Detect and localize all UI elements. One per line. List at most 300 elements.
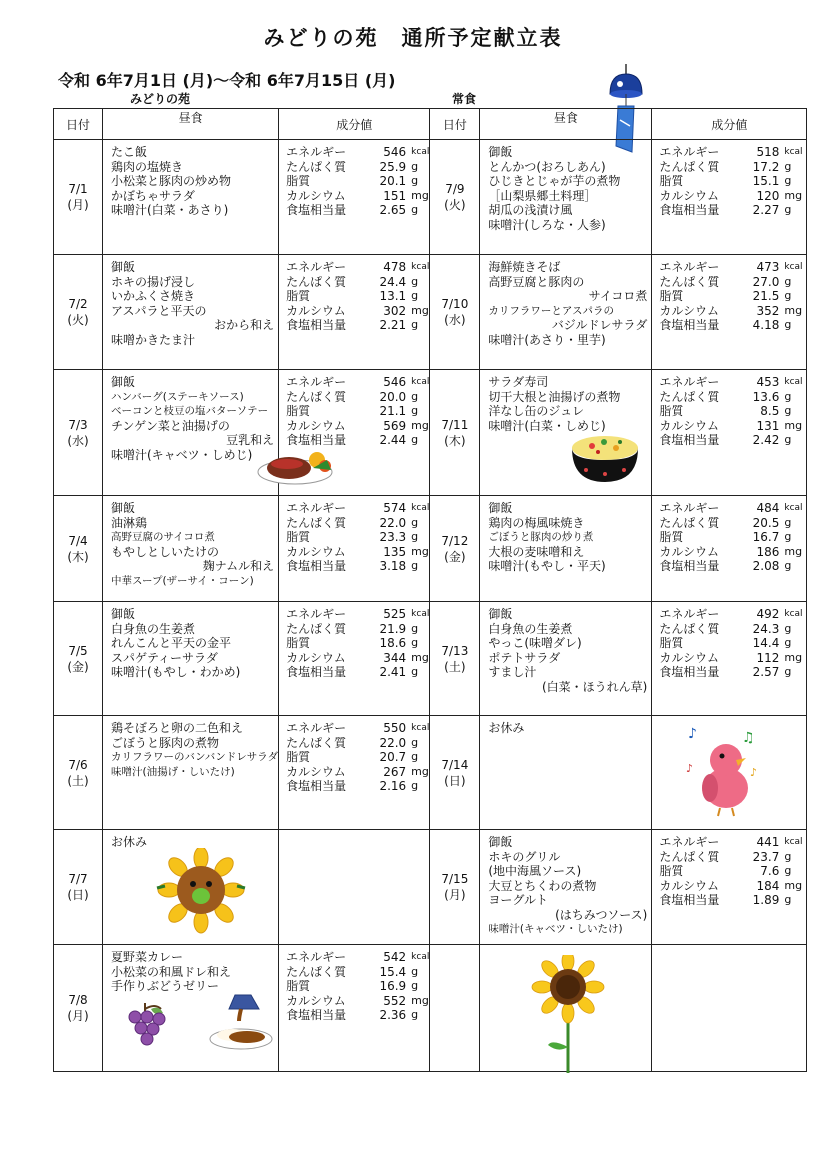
day-of-week: (金) <box>67 659 89 674</box>
header-date: 日付 <box>54 109 103 140</box>
nutrient-value: 2.42 <box>752 433 780 447</box>
nutrition-cell <box>652 496 807 602</box>
menu-item: ポテトサラダ <box>488 650 561 665</box>
date-value: 7/4 <box>68 533 88 548</box>
menu-item: 味噌汁(白菜・あさり) <box>111 203 229 217</box>
facility-name: みどりの苑 <box>130 92 191 106</box>
singing-bird-icon <box>684 722 766 822</box>
date-cell <box>54 496 103 602</box>
nutrient-unit: g <box>411 779 419 792</box>
nutrient-value: 484 <box>756 501 780 515</box>
nutrient-unit: g <box>784 274 792 288</box>
nutrient-label: たんぱく質 <box>659 621 720 636</box>
nutrient-unit: g <box>784 515 792 529</box>
nutrient-label: たんぱく質 <box>659 389 720 404</box>
nutrient-unit: kcal <box>411 147 430 157</box>
nutrient-label: 食塩相当量 <box>659 203 720 217</box>
nutrient-unit: kcal <box>784 147 803 157</box>
nutrient-label: エネルギー <box>659 375 720 389</box>
menu-item: すまし汁 <box>488 665 537 679</box>
nutrition-list <box>279 255 429 333</box>
menu-item: チンゲン菜と油揚げの <box>111 418 230 433</box>
nutrient-value: 7.6 <box>760 864 780 878</box>
menu-item: 味噌汁(油揚げ・しいたけ) <box>111 765 235 778</box>
nutrition-row <box>659 304 806 319</box>
nutrient-label: 食塩相当量 <box>659 559 720 573</box>
meal-type: 常食 <box>452 92 477 106</box>
nutrient-label: たんぱく質 <box>659 159 720 174</box>
nutrient-value: 473 <box>756 260 780 274</box>
nutrition-row <box>659 404 806 419</box>
nutrition-row <box>659 145 806 160</box>
menu-item: 御飯 <box>488 835 513 849</box>
nutrient-value: 352 <box>756 303 780 318</box>
nutrient-label: 食塩相当量 <box>286 1008 347 1022</box>
day-of-week: (火) <box>67 313 89 327</box>
curry-rice-icon <box>207 993 273 1055</box>
nutrition-row <box>286 736 429 751</box>
nutrient-value: 20.7 <box>379 750 407 764</box>
nutrient-value: 151 <box>383 188 407 203</box>
nutrient-value: 18.6 <box>379 636 407 650</box>
nutrient-value: 20.5 <box>752 515 780 530</box>
nutrient-label: カルシウム <box>659 650 719 665</box>
nutrient-value: 3.18 <box>379 559 407 573</box>
nutrient-label: エネルギー <box>286 260 347 274</box>
nutrient-value: 542 <box>383 950 407 964</box>
menu-item: (はちみつソース) <box>555 907 648 922</box>
nutrition-cell <box>652 830 807 945</box>
nutrient-value: 2.27 <box>752 203 780 217</box>
nutrient-unit: g <box>784 404 792 417</box>
nutrient-label: 脂質 <box>286 750 311 764</box>
menu-item: れんこんと平天の金平 <box>111 636 232 650</box>
nutrient-value: 14.4 <box>752 636 780 650</box>
menu-item: ごぼうと豚肉の炒り煮 <box>488 531 594 543</box>
nutrition-cell <box>279 370 430 496</box>
nutrient-label: カルシウム <box>286 303 346 318</box>
nutrient-unit: g <box>411 636 419 649</box>
nutrition-row <box>286 189 429 204</box>
menu-item: 御飯 <box>488 145 513 159</box>
menu-item: サイコロ煮 <box>588 289 648 303</box>
nutrient-value: 1.89 <box>752 893 780 907</box>
nutrient-label: たんぱく質 <box>659 274 720 289</box>
day-of-week: (火) <box>444 198 466 212</box>
date-cell <box>430 140 480 255</box>
nutrient-value: 267 <box>383 764 407 779</box>
date-cell <box>54 830 103 945</box>
nutrient-value: 518 <box>756 145 780 159</box>
nutrient-unit: g <box>784 174 792 187</box>
nutrient-label: カルシウム <box>659 878 719 893</box>
header-nutrition: 成分値 <box>279 109 430 140</box>
menu-list <box>103 830 278 850</box>
date-cell <box>430 830 480 945</box>
nutrient-label: 脂質 <box>659 636 684 650</box>
nutrient-label: カルシウム <box>286 544 346 559</box>
nutrition-row <box>659 203 806 218</box>
nutrition-row <box>286 559 429 574</box>
nutrition-row <box>286 304 429 319</box>
date-value: 7/14 <box>441 757 469 772</box>
nutrition-row <box>659 260 806 275</box>
nutrient-value: 4.18 <box>752 318 780 332</box>
menu-item: 高野豆腐のサイコロ煮 <box>111 531 215 543</box>
nutrition-row <box>286 145 429 160</box>
nutrition-row <box>659 651 806 666</box>
date-cell <box>430 945 480 1072</box>
date-cell <box>54 716 103 830</box>
nutrient-unit: g <box>411 665 419 678</box>
nutrient-label: エネルギー <box>286 607 347 621</box>
nutrient-label: カルシウム <box>286 650 346 665</box>
menu-item: ホキの揚げ浸し <box>111 274 196 289</box>
nutrient-label: 食塩相当量 <box>659 433 720 447</box>
svg-text:♪: ♪ <box>688 726 698 742</box>
menu-list <box>480 945 651 950</box>
date-cell <box>430 602 480 716</box>
nutrient-value: 569 <box>383 418 407 433</box>
nutrition-row <box>286 501 429 516</box>
nutrient-value: 546 <box>383 145 407 159</box>
menu-list <box>103 602 278 680</box>
menu-list <box>103 945 278 994</box>
lunch-menu-cell <box>103 716 279 830</box>
date-cell <box>54 602 103 716</box>
nutrient-unit: kcal <box>784 377 803 387</box>
nutrition-row <box>659 835 806 850</box>
date-value: 7/2 <box>68 297 88 311</box>
nutrient-label: エネルギー <box>286 950 347 964</box>
menu-item: とんかつ(おろしあん) <box>488 159 606 174</box>
nutrient-value: 21.1 <box>379 404 407 418</box>
nutrition-cell <box>279 255 430 370</box>
menu-list <box>103 716 278 779</box>
nutrient-value: 23.3 <box>379 530 407 544</box>
nutrient-unit: mg <box>411 764 429 778</box>
svg-text:♪: ♪ <box>750 766 758 779</box>
nutrient-label: たんぱく質 <box>286 515 347 530</box>
day-of-week: (日) <box>444 773 466 788</box>
grapes-icon <box>121 1001 169 1055</box>
nutrition-cell <box>652 370 807 496</box>
nutrient-unit: g <box>411 559 419 572</box>
header-lunch: 昼食 <box>480 109 652 140</box>
nutrition-row <box>659 160 806 175</box>
date-value: 7/12 <box>441 533 469 548</box>
sunflower-character-icon <box>151 848 251 944</box>
menu-list <box>103 370 278 462</box>
nutrient-label: 脂質 <box>286 404 311 418</box>
nutrient-unit: mg <box>784 544 803 558</box>
menu-list <box>480 370 651 433</box>
nutrient-label: 脂質 <box>286 530 311 544</box>
nutrition-row <box>659 390 806 405</box>
nutrient-unit: g <box>784 318 792 331</box>
nutrient-unit: g <box>411 750 419 763</box>
nutrition-list <box>652 830 806 908</box>
nutrition-row <box>659 665 806 680</box>
menu-item: 白身魚の生姜煮 <box>111 621 196 636</box>
sunflower-icon <box>530 955 606 1077</box>
menu-item: ［山梨県郷土料理］ <box>488 188 597 203</box>
nutrition-row <box>286 750 429 765</box>
nutrition-row <box>659 375 806 390</box>
menu-item: ひじきとじゃが芋の煮物 <box>488 174 621 188</box>
nutrient-unit: g <box>784 636 792 649</box>
nutrient-value: 2.08 <box>752 559 780 573</box>
nutrient-label: エネルギー <box>286 375 347 389</box>
nutrient-unit: kcal <box>784 609 803 619</box>
menu-item: (白菜・ほうれん草) <box>541 679 648 694</box>
nutrient-label: 食塩相当量 <box>659 318 720 332</box>
nutrient-unit: g <box>411 318 419 331</box>
day-of-week: (水) <box>67 433 89 448</box>
day-of-week: (金) <box>444 549 466 564</box>
nutrient-label: 食塩相当量 <box>286 779 347 793</box>
nutrition-list <box>652 255 806 333</box>
nutrient-value: 20.0 <box>379 389 407 404</box>
nutrient-label: カルシウム <box>286 418 346 433</box>
nutrient-value: 16.9 <box>379 979 407 993</box>
day-of-week: (月) <box>444 888 466 902</box>
menu-item: 胡瓜の浅漬け風 <box>488 203 573 217</box>
header-nutrition: 成分値 <box>652 109 807 140</box>
header-date: 日付 <box>430 109 480 140</box>
nutrition-row <box>286 318 429 333</box>
menu-item: 味噌汁(あさり・里芋) <box>488 332 606 347</box>
nutrition-row <box>659 275 806 290</box>
svg-text:♪: ♪ <box>686 762 694 775</box>
nutrient-value: 453 <box>756 375 780 389</box>
nutrient-label: たんぱく質 <box>286 621 347 636</box>
nutrient-label: エネルギー <box>659 260 720 274</box>
nutrient-unit: kcal <box>784 262 803 272</box>
nutrient-unit: g <box>411 433 419 446</box>
nutrition-row <box>659 879 806 894</box>
nutrition-row <box>659 893 806 908</box>
date-value: 7/1 <box>68 182 88 196</box>
nutrient-unit: g <box>784 621 792 635</box>
nutrient-label: エネルギー <box>659 835 720 849</box>
nutrient-label: カルシウム <box>659 544 719 559</box>
nutrient-value: 546 <box>383 375 407 389</box>
nutrition-row <box>286 779 429 794</box>
nutrient-value: 131 <box>756 418 780 433</box>
nutrient-value: 22.0 <box>379 515 407 530</box>
menu-item: 油淋鶏 <box>111 515 148 530</box>
nutrition-cell <box>652 716 807 830</box>
date-cell <box>54 140 103 255</box>
nutrition-cell <box>652 255 807 370</box>
menu-list <box>480 602 651 694</box>
nutrient-value: 2.65 <box>379 203 407 217</box>
menu-item: 高野豆腐と豚肉の <box>488 274 585 289</box>
menu-item: 味噌汁(もやし・わかめ) <box>111 665 241 679</box>
nutrient-unit: mg <box>411 544 429 558</box>
nutrient-unit: g <box>784 893 792 906</box>
nutrient-unit: g <box>784 159 792 173</box>
menu-item: 御飯 <box>488 501 513 515</box>
nutrient-label: エネルギー <box>659 501 720 515</box>
nutrient-value: 24.4 <box>379 274 407 289</box>
nutrient-unit: mg <box>784 418 803 432</box>
menu-item: ホキのグリル <box>488 849 561 864</box>
nutrition-list <box>279 716 429 794</box>
nutrition-row <box>659 289 806 304</box>
nutrient-unit: g <box>411 389 419 403</box>
nutrient-label: エネルギー <box>659 145 720 159</box>
date-value: 7/3 <box>68 417 88 432</box>
lunch-menu-cell <box>103 140 279 255</box>
nutrition-cell <box>279 830 430 945</box>
nutrient-unit: g <box>411 289 419 302</box>
nutrition-list <box>279 370 429 448</box>
menu-item: 御飯 <box>488 607 513 621</box>
menu-period: 令和 6年7月1日 (月)〜令和 6年7月15日 (月) <box>58 71 396 90</box>
menu-list <box>480 140 651 232</box>
nutrition-list <box>652 602 806 680</box>
nutrient-label: 食塩相当量 <box>659 665 720 679</box>
nutrient-value: 441 <box>756 835 780 849</box>
nutrition-row <box>659 559 806 574</box>
menu-item: 鶏肉の梅風味焼き <box>488 515 585 530</box>
nutrient-value: 23.7 <box>752 849 780 864</box>
date-cell <box>54 945 103 1072</box>
nutrition-row <box>659 850 806 865</box>
menu-item: 味噌汁(しろな・人参) <box>488 217 606 232</box>
nutrient-unit: kcal <box>411 262 430 272</box>
nutrient-unit: kcal <box>411 377 430 387</box>
nutrition-list <box>279 945 429 1023</box>
nutrition-row <box>659 516 806 531</box>
date-cell <box>430 255 480 370</box>
date-cell <box>430 716 480 830</box>
nutrient-value: 24.3 <box>752 621 780 636</box>
nutrient-unit: g <box>411 274 419 288</box>
nutrient-unit: g <box>411 530 419 543</box>
nutrition-row <box>286 950 429 965</box>
nutrient-label: カルシウム <box>659 188 719 203</box>
nutrition-row <box>286 174 429 189</box>
nutrition-cell <box>652 602 807 716</box>
nutrient-unit: g <box>411 174 419 187</box>
nutrient-label: エネルギー <box>286 501 347 515</box>
nutrient-label: カルシウム <box>286 764 346 779</box>
menu-item: 小松菜の和風ドレ和え <box>111 964 232 979</box>
nutrition-cell <box>652 945 807 1072</box>
menu-item: 大根の麦味噌和え <box>488 544 585 559</box>
nutrient-unit: kcal <box>411 952 430 962</box>
nutrient-label: カルシウム <box>659 418 719 433</box>
nutrient-label: たんぱく質 <box>286 159 347 174</box>
date-cell <box>54 255 103 370</box>
nutrition-row <box>286 419 429 434</box>
menu-list <box>480 830 651 937</box>
nutrition-row <box>286 516 429 531</box>
salad-sushi-bowl-icon <box>570 432 640 490</box>
menu-row <box>54 255 807 370</box>
nutrition-row <box>286 636 429 651</box>
menu-item: 御飯 <box>111 375 136 389</box>
nutrient-unit: g <box>411 1008 419 1021</box>
date-value: 7/11 <box>441 417 469 432</box>
nutrient-label: 食塩相当量 <box>286 318 347 332</box>
lunch-menu-cell <box>103 945 279 1072</box>
nutrient-label: たんぱく質 <box>286 274 347 289</box>
date-value: 7/5 <box>68 643 88 658</box>
day-of-week: (月) <box>67 1009 89 1023</box>
lunch-menu-cell <box>480 496 652 602</box>
menu-item: 大豆とちくわの煮物 <box>488 878 597 893</box>
menu-list <box>480 716 651 736</box>
nutrient-label: たんぱく質 <box>286 389 347 404</box>
nutrient-unit: g <box>411 515 419 529</box>
nutrient-value: 574 <box>383 501 407 515</box>
nutrient-unit: g <box>784 530 792 543</box>
nutrient-label: エネルギー <box>286 721 347 735</box>
nutrient-value: 184 <box>756 878 780 893</box>
nutrition-cell <box>279 602 430 716</box>
menu-item: お休み <box>488 721 525 735</box>
nutrient-value: 112 <box>756 650 780 665</box>
nutrient-value: 2.36 <box>379 1008 407 1022</box>
nutrition-row <box>659 636 806 651</box>
nutrition-row <box>286 721 429 736</box>
nutrition-row <box>659 864 806 879</box>
nutrient-label: エネルギー <box>286 145 347 159</box>
date-value: 7/15 <box>441 872 469 886</box>
nutrition-list <box>652 140 806 218</box>
day-of-week: (土) <box>444 659 466 674</box>
nutrition-cell <box>279 945 430 1072</box>
menu-item: もやしとしいたけの <box>111 544 220 559</box>
nutrition-cell <box>279 716 430 830</box>
nutrient-label: たんぱく質 <box>659 515 720 530</box>
nutrient-value: 2.16 <box>379 779 407 793</box>
nutrient-label: たんぱく質 <box>659 849 720 864</box>
nutrient-unit: g <box>784 389 792 403</box>
nutrient-label: 食塩相当量 <box>286 665 347 679</box>
nutrition-row <box>659 501 806 516</box>
nutrient-label: 食塩相当量 <box>659 893 720 907</box>
nutrient-unit: g <box>411 735 419 749</box>
header-lunch: 昼食 <box>103 109 279 140</box>
nutrient-label: 脂質 <box>286 174 311 188</box>
menu-row <box>54 496 807 602</box>
nutrition-list <box>652 370 806 448</box>
nutrient-unit: g <box>784 665 792 678</box>
menu-row <box>54 945 807 1072</box>
nutrient-unit: g <box>411 621 419 635</box>
nutrient-unit: kcal <box>784 503 803 513</box>
nutrition-row <box>659 174 806 189</box>
nutrition-row <box>286 622 429 637</box>
nutrient-unit: g <box>784 849 792 863</box>
day-of-week: (水) <box>444 313 466 327</box>
date-cell <box>54 370 103 496</box>
nutrient-unit: kcal <box>411 723 430 733</box>
menu-row <box>54 370 807 496</box>
nutrient-unit: g <box>784 433 792 446</box>
nutrition-row <box>659 607 806 622</box>
menu-list <box>103 255 278 347</box>
nutrient-label: 脂質 <box>286 979 311 993</box>
nutrition-row <box>659 622 806 637</box>
nutrient-value: 552 <box>383 993 407 1008</box>
nutrient-unit: g <box>411 203 419 216</box>
